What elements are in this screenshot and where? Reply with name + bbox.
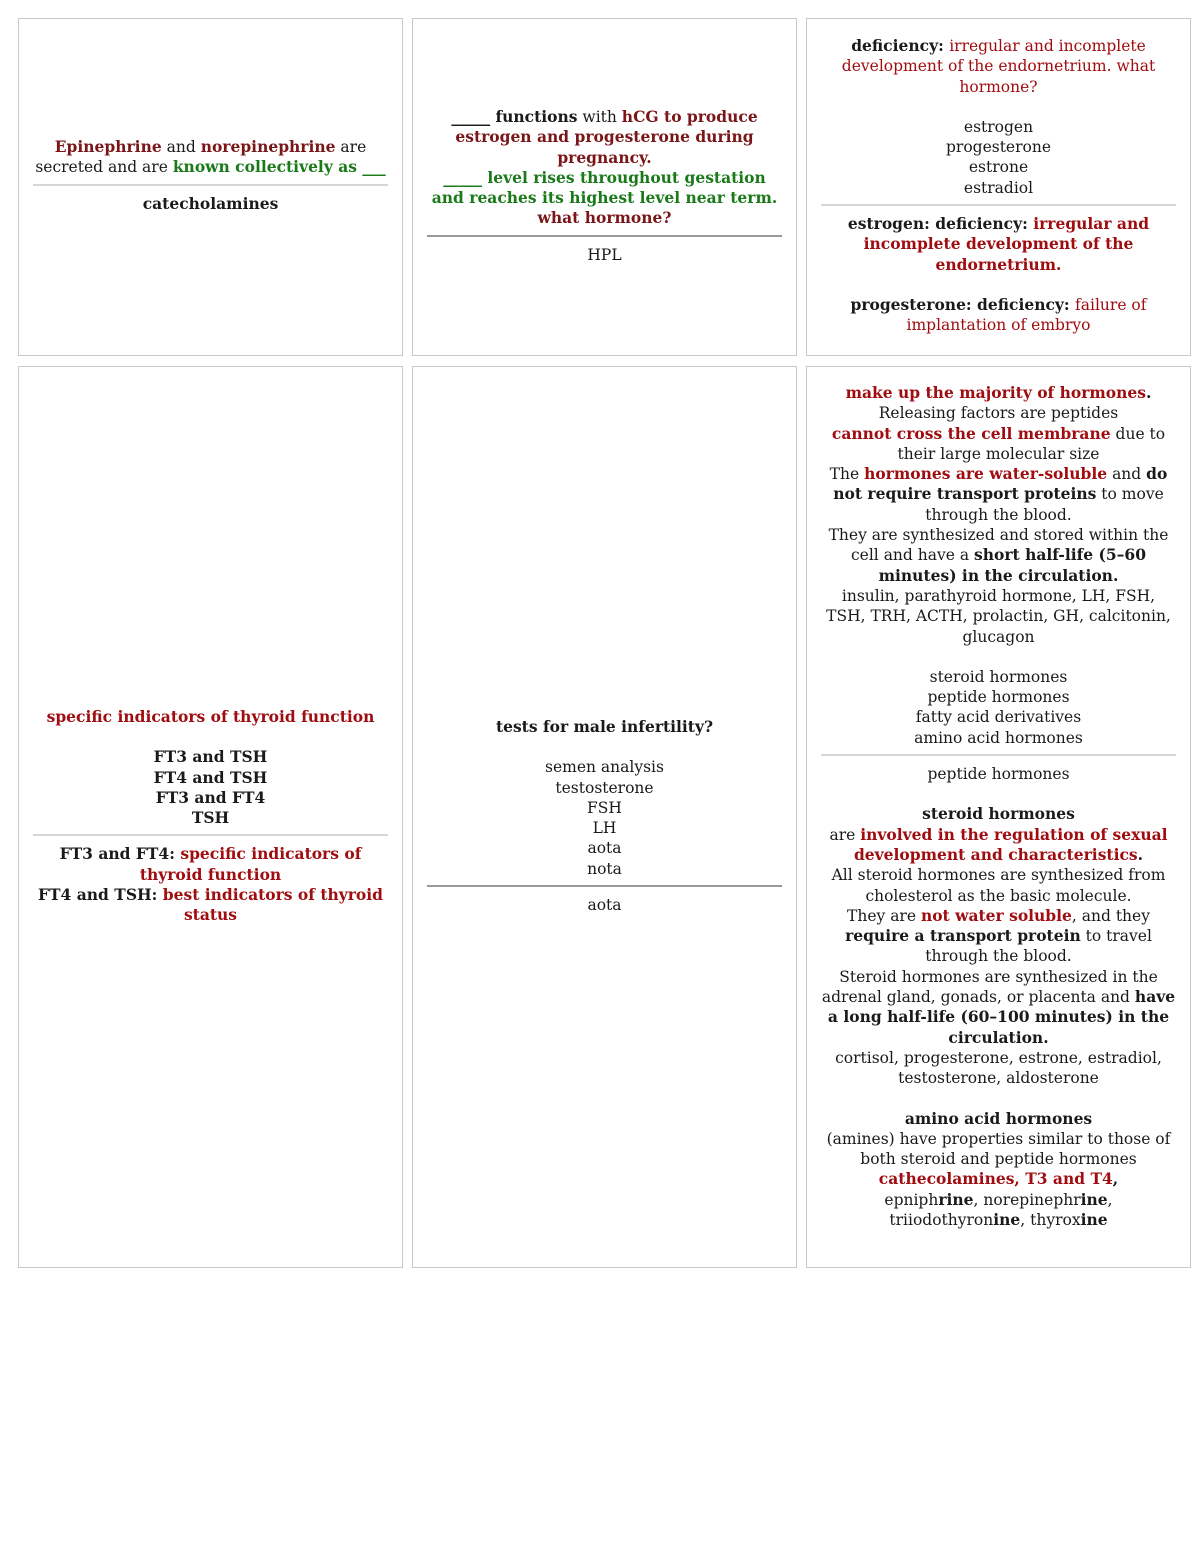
- option: estrone: [968, 158, 1029, 177]
- a-text: ine: [993, 1209, 1021, 1229]
- a-text: Steroid hormones are synthesized in the adrenal gland, gonads, or placenta and: [821, 967, 1158, 1007]
- a-text: have a long half-life (60–100 minutes) in the circulation.: [827, 987, 1176, 1047]
- card-4-answer: [33, 844, 388, 925]
- a-text: ,: [1107, 1190, 1113, 1209]
- q-text: do not require transport proteins: [833, 464, 1168, 504]
- card-5-answer: aota: [587, 896, 622, 915]
- q-text: due to their large molecular size: [897, 424, 1166, 463]
- a-text: .: [1137, 844, 1144, 864]
- flashcard-3: [806, 18, 1191, 356]
- divider: [427, 885, 782, 887]
- option: FT4 and TSH: [153, 767, 268, 787]
- card-1-question: [33, 137, 388, 178]
- a-text: failure of implantation of embryo: [906, 295, 1147, 335]
- option: estrogen: [963, 117, 1034, 136]
- q-text: and: [1107, 465, 1147, 484]
- flashcard-4: [18, 366, 403, 1268]
- a-text: All steroid hormones are synthesized from cholesterol as the basic molecule.: [831, 866, 1166, 905]
- a-text: rine: [938, 1189, 974, 1209]
- option: aota: [587, 839, 622, 858]
- option: fatty acid derivatives: [915, 708, 1082, 727]
- card-5-options: [427, 757, 782, 879]
- option: steroid hormones: [929, 667, 1068, 686]
- option: amino acid hormones: [914, 728, 1083, 747]
- option: nota: [587, 859, 622, 878]
- a-text: , norepinephr: [973, 1190, 1081, 1209]
- a-text: triiodothyron: [889, 1210, 994, 1229]
- option: peptide hormones: [927, 688, 1070, 707]
- q-text: make up the majority of hormones: [845, 383, 1146, 402]
- q-text: _____ level rises throughout gestation and reaches its highest level near term.: [431, 167, 778, 208]
- a-text: specific indicators of thyroid function: [139, 844, 362, 884]
- card-4-options: [33, 747, 388, 828]
- q-text: norepinephrine: [200, 137, 336, 156]
- q-text: deficiency:: [851, 36, 950, 55]
- a-text: progesterone: deficiency:: [850, 294, 1076, 314]
- flashcard-5: [412, 366, 797, 1268]
- flashcard-6: [806, 366, 1191, 1268]
- a-text: ine: [1080, 1189, 1108, 1209]
- option: FSH: [587, 798, 622, 817]
- option: semen analysis: [545, 758, 664, 777]
- divider: [33, 834, 388, 836]
- a-text: to travel through the blood.: [925, 927, 1152, 966]
- option: TSH: [191, 808, 230, 828]
- q-text: hCG to produce estrogen and progesterone during pregnancy.: [455, 107, 758, 167]
- card-1-answer: catecholamines: [142, 193, 279, 213]
- q-text: insulin, parathyroid hormone, LH, FSH, TSH, TRH, ACTH, prolactin, GH, calcitonin, glucagon: [826, 586, 1171, 646]
- a-text: They are: [847, 906, 921, 925]
- flashcard-1: [18, 18, 403, 356]
- q-text: cannot cross the cell membrane: [831, 423, 1111, 443]
- card-6-answer: [821, 764, 1176, 1230]
- q-text: Releasing factors are peptides: [878, 404, 1119, 423]
- q-text: _____ functions: [451, 107, 578, 126]
- a-text: estrogen: deficiency:: [847, 214, 1034, 234]
- q-text: to move through the blood.: [925, 485, 1164, 524]
- a-text: not water soluble: [920, 905, 1072, 925]
- card-6-options: [821, 667, 1176, 748]
- a-text: ine: [1080, 1209, 1108, 1229]
- a-text: FT3 and FT4:: [59, 844, 181, 864]
- option: progesterone: [945, 138, 1051, 157]
- divider: [427, 235, 782, 237]
- a-text: irregular and incomplete development of the endornetrium.: [863, 214, 1150, 274]
- a-text: steroid hormones: [922, 804, 1075, 824]
- q-text: short half-life (5–60 minutes) in the circulation.: [878, 545, 1146, 585]
- card-2-question: [427, 107, 782, 229]
- a-text: , thyrox: [1020, 1210, 1081, 1229]
- a-text: best indicators of thyroid status: [162, 885, 383, 925]
- a-text: require a transport protein: [845, 926, 1081, 946]
- a-text: ,: [1112, 1169, 1119, 1189]
- option: FT3 and TSH: [153, 747, 268, 767]
- card-6-question: [821, 383, 1176, 647]
- card-3-options: [821, 117, 1176, 198]
- q-text: and: [161, 138, 201, 156]
- a-text: peptide hormones: [927, 765, 1070, 784]
- card-3-answer: [821, 214, 1176, 335]
- a-text: epniph: [884, 1190, 939, 1209]
- card-5-question: tests for male infertility?: [495, 717, 714, 736]
- a-text: involved in the regulation of sexual development and characteristics: [853, 824, 1168, 864]
- divider: [33, 184, 388, 186]
- a-text: cathecolamines, T3 and T4: [878, 1169, 1113, 1189]
- q-text: Epinephrine: [54, 137, 162, 156]
- flashcard-2: [412, 18, 797, 356]
- q-text: hormones are water-soluble: [864, 464, 1108, 484]
- q-text: .: [1146, 383, 1152, 402]
- option: testosterone: [555, 778, 654, 797]
- a-text: amino acid hormones: [904, 1108, 1093, 1128]
- option: estradiol: [963, 178, 1034, 197]
- q-text: irregular and incomplete development of the endornetrium. what hormone?: [841, 37, 1156, 96]
- q-text: They are synthesized and stored within the cell and have a: [828, 526, 1169, 565]
- q-text: are secreted and are: [35, 138, 367, 177]
- a-text: cortisol, progesterone, estrone, estradiol, testosterone, aldosterone: [835, 1048, 1162, 1088]
- a-text: FT4 and TSH:: [38, 885, 163, 905]
- option: LH: [592, 819, 617, 838]
- card-4-question: specific indicators of thyroid function: [46, 707, 375, 726]
- card-2-answer: HPL: [587, 245, 622, 264]
- a-text: are: [829, 825, 861, 844]
- q-text: what hormone?: [537, 208, 672, 228]
- a-text: (amines) have properties similar to those of both steroid and peptide hormones: [826, 1129, 1171, 1169]
- q-text: known collectively as ___: [172, 157, 386, 177]
- divider: [821, 754, 1176, 756]
- card-3-question: [821, 36, 1176, 97]
- a-text: , and they: [1071, 906, 1150, 925]
- q-text: with: [577, 108, 622, 126]
- divider: [821, 204, 1176, 206]
- option: FT3 and FT4: [155, 787, 266, 807]
- q-text: The: [829, 465, 865, 484]
